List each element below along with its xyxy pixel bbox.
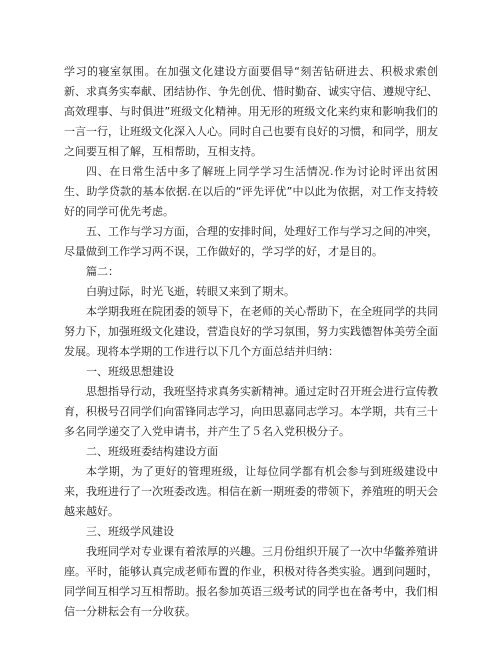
heading-study-style: 三、班级学风建设 — [86, 525, 174, 538]
paragraph-study-style: 我班同学对专业课有着浓厚的兴趣。三月份组织开展了一次中华鳖养殖讲座。平时，能够认真完成老师布置的作业，积极对待各类实验。遇到问题时，同学间互相学习互相帮助。报名参加英语三级考试的同学也在备考中，我们相信一分耕耘会有一分收获。 — [64, 545, 438, 618]
paragraph-point-five: 五、工作与学习方面，合理的安排时间，处理好工作与学习之间的冲突，尽量做到工作学习两不误，工作做好的，学习学的好，才是目的。 — [64, 225, 438, 258]
section-heading-part-two: 篇二： — [86, 265, 119, 278]
paragraph-semester-summary: 本学期我班在院团委的领导下，在老师的关心帮助下，在全班同学的共同努力下，加强班级文化建设，营造良好的学习氛围，努力实践德智体美劳全面发展。现将本学期的工作进行以下几个方面总结并归纳： — [64, 305, 438, 358]
heading-committee-building: 二、班级班委结构建设方面 — [86, 445, 218, 458]
document-body — [64, 62, 438, 622]
paragraph-committee: 本学期，为了更好的管理班级，让每位同学都有机会参与到班级建设中来，我班进行了一次班委改选。相信在新一期班委的带领下，养殖班的明天会越来越好。 — [64, 465, 438, 518]
heading-ideology-building: 一、班级思想建设 — [86, 365, 174, 378]
paragraph-culture-building: 学习的寝室氛围。在加强文化建设方面要倡导“刻苦钻研进去、积极求索创新、求真务实奉献、团结协作、争先创优、惜时勤奋、诚实守信、遵规守纪、高效理事、与时俱进”班级文化精神。用无形的班级文化来约束和影响我们的一言一行，让班级文化深入人心。同时自己也要有良好的习惯，和同学，朋友之间要互相了解，互相帮助，互相支持。 — [64, 65, 438, 158]
paragraph-ideology: 思想指导行动，我班坚持求真务实新精神。通过定时召开班会进行宣传教育，积极号召同学们向雷锋同志学习，向田思嘉同志学习。本学期，共有三十多名同学递交了入党申请书，并产生了５名入党积极分子。 — [64, 385, 438, 438]
paragraph-point-four: 四、在日常生活中多了解班上同学学习生活情况.作为讨论时评出贫困生、助学贷款的基本依据.在以后的“评先评优”中以此为依据，对工作支持较好的同学可优先考虑。 — [64, 165, 438, 218]
paragraph-intro: 白驹过际，时光飞逝，转眼又来到了期末。 — [86, 285, 295, 298]
